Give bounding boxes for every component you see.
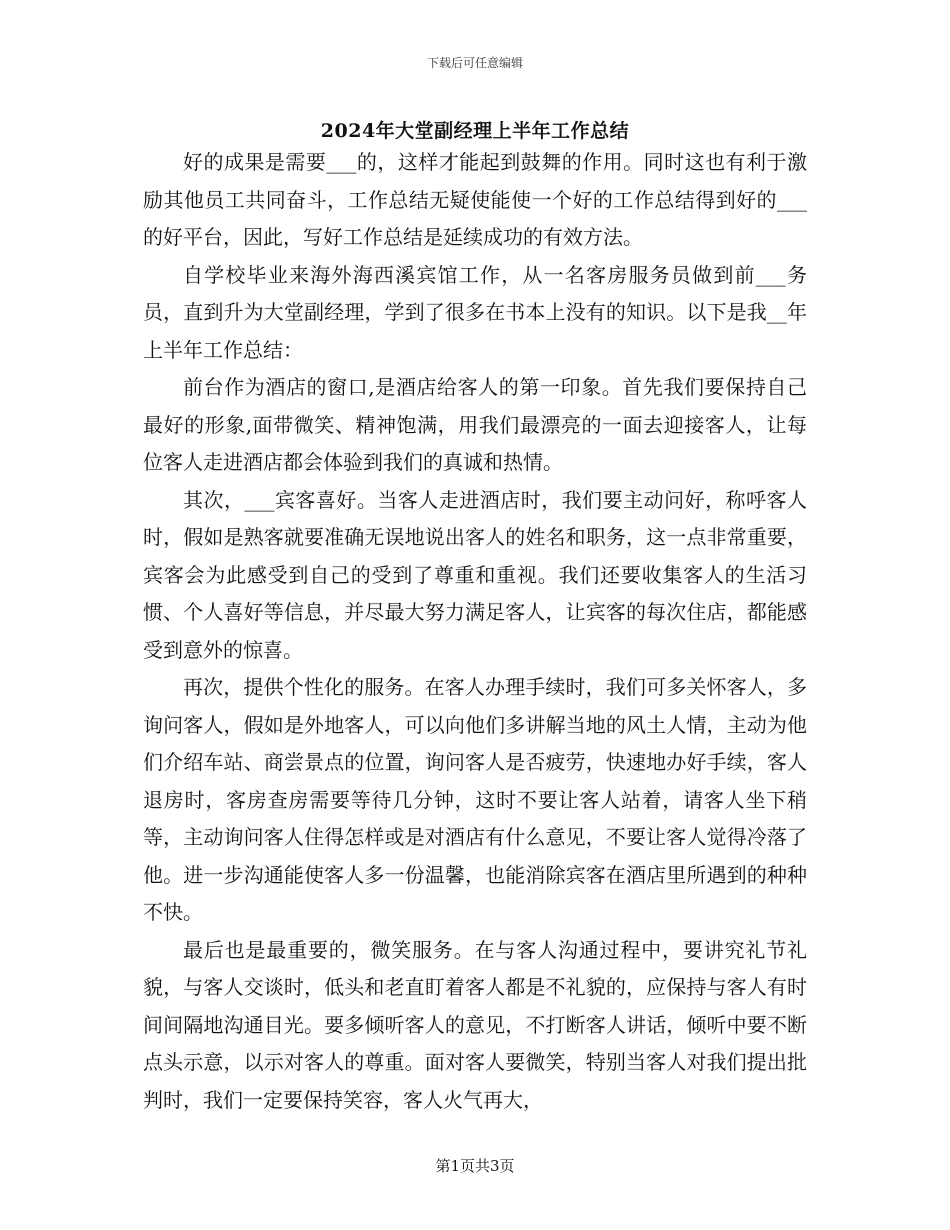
- paragraph-background: 自学校毕业来海外海西溪宾馆工作，从一名客房服务员做到前___务员，直到升为大堂副经理，学到了很多在书本上没有的知识。以下是我__年上半年工作总结：: [143, 262, 807, 362]
- document-title: 2024年大堂副经理上半年工作总结: [320, 120, 630, 142]
- paragraph-smile-service: 最后也是最重要的，微笑服务。在与客人沟通过程中，要讲究礼节礼貌，与客人交谈时，低头和老直盯着客人都是不礼貌的，应保持与客人有时间间隔地沟通目光。要多倾听客人的意见，不打断客人讲话，倾听中要不断点头示意，以示对客人的尊重。面对客人要微笑，特别当客人对我们提出批判时，我们一定要保持笑容，客人火气再大，: [143, 937, 807, 1112]
- paragraph-guest-preferences: 其次，___宾客喜好。当客人走进酒店时，我们要主动问好，称呼客人时，假如是熟客就要准确无误地说出客人的姓名和职务，这一点非常重要，宾客会为此感受到自己的受到了尊重和重视。我们还要收集客人的生活习惯、个人喜好等信息，并尽最大努力满足客人，让宾客的每次住店，都能感受到意外的惊喜。: [143, 487, 807, 662]
- page-number: 第1页共3页: [435, 1157, 515, 1175]
- paragraph-personalized-service: 再次，提供个性化的服务。在客人办理手续时，我们可多关怀客人，多询问客人，假如是外地客人，可以向他们多讲解当地的风土人情，主动为他们介绍车站、商尝景点的位置，询问客人是否疲劳，快速地办好手续，客人退房时，客房查房需要等待几分钟，这时不要让客人站着，请客人坐下稍等，主动询问客人住得怎样或是对酒店有什么意见，不要让客人觉得冷落了他。进一步沟通能使客人多一份温馨，也能消除宾客在酒店里所遇到的种种不快。: [143, 675, 807, 924]
- header-note: 下载后可任意编辑: [426, 56, 523, 70]
- paragraph-intro: 好的成果是需要___的，这样才能起到鼓舞的作用。同时这也有利于激励其他员工共同奋斗，工作总结无疑使能使一个好的工作总结得到好的___的好平台，因此，写好工作总结是延续成功的有效方法。: [143, 150, 807, 249]
- paragraph-front-desk: 前台作为酒店的窗口,是酒店给客人的第一印象。首先我们要保持自己最好的形象,面带微笑、精神饱满，用我们最漂亮的一面去迎接客人，让每位客人走进酒店都会体验到我们的真诚和热情。: [143, 375, 807, 474]
- document-body: [143, 144, 807, 1119]
